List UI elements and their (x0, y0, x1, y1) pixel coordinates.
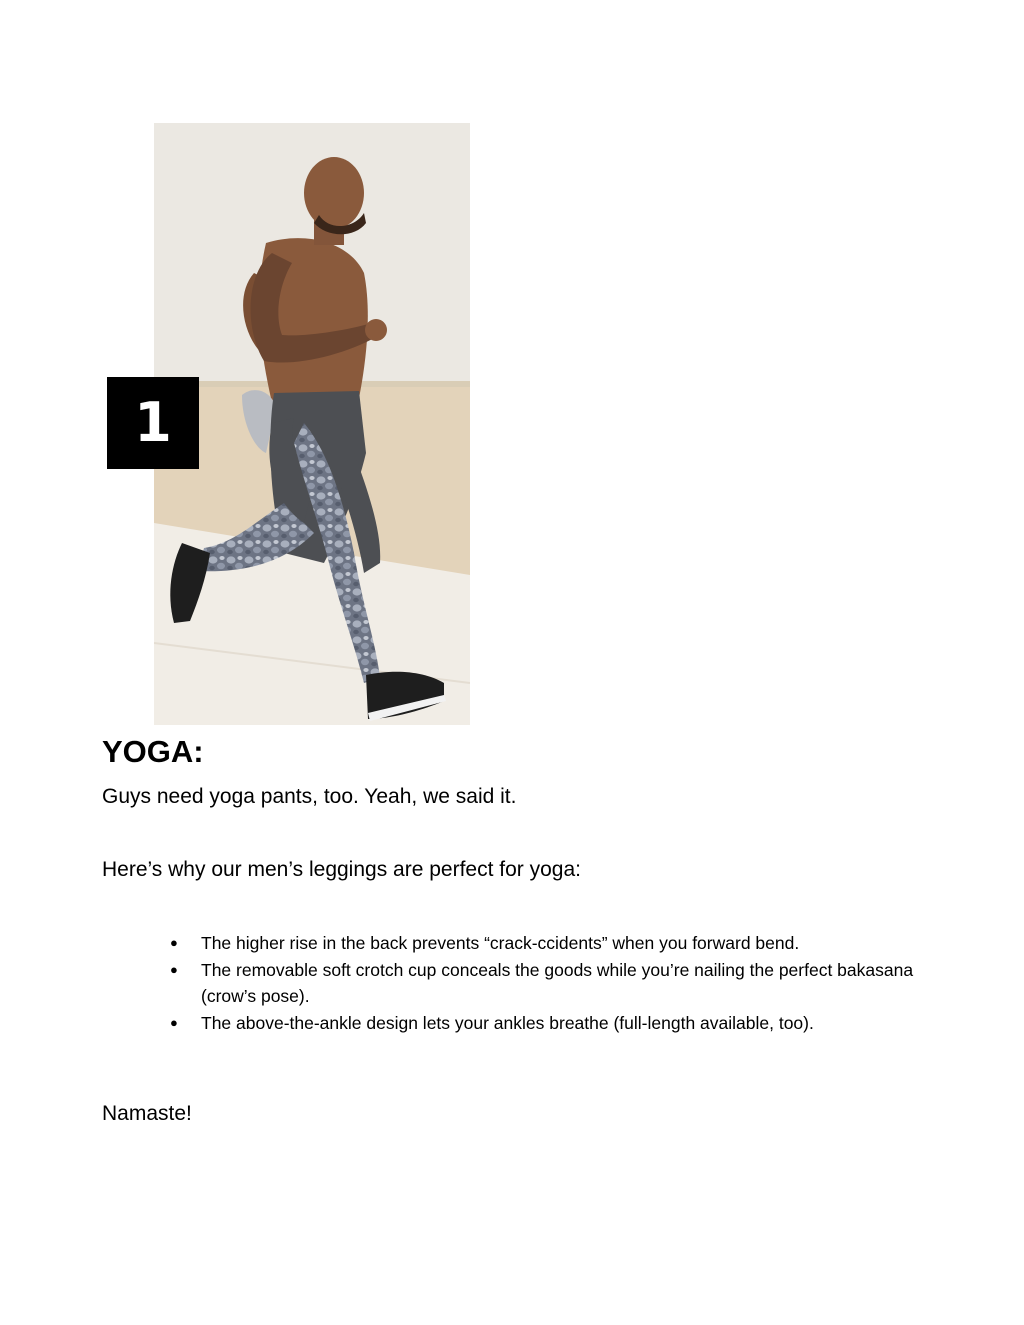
lead-text: Here’s why our men’s leggings are perfect for yoga: (102, 858, 581, 881)
list-number-badge: 1 (107, 377, 199, 469)
product-photo (154, 123, 470, 725)
section-heading: YOGA: (102, 734, 204, 769)
feature-list-item: ● The higher rise in the back prevents “crack-ccidents” when you forward bend. (166, 930, 926, 957)
feature-list-item: ● The removable soft crotch cup conceals the goods while you’re nailing the perfect bakasana (crow’s pose). (166, 957, 926, 1010)
intro-text: Guys need yoga pants, too. Yeah, we said it. (102, 785, 517, 808)
feature-list (166, 930, 926, 1036)
closing-text: Namaste! (102, 1102, 192, 1125)
feature-list-item: ● The above-the-ankle design lets your ankles breathe (full-length available, too). (166, 1010, 926, 1037)
